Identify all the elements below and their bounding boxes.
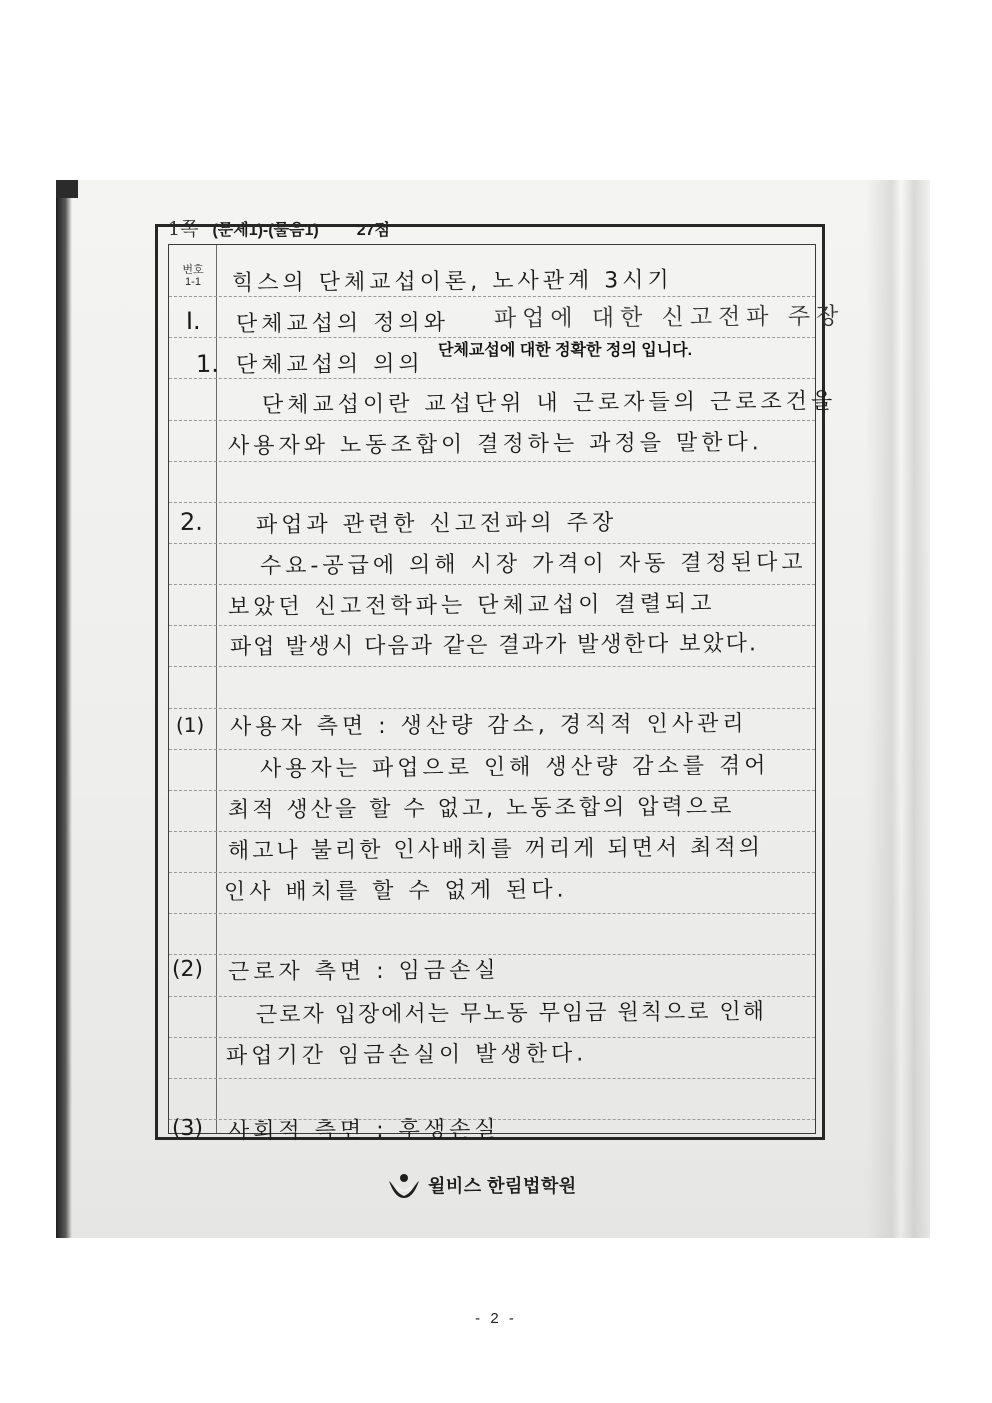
- section-marker: I.: [185, 306, 201, 335]
- item-marker: (2): [171, 956, 204, 982]
- section-heading-continued: 파업에 대한 신고전파 주장: [493, 303, 845, 333]
- answer-line: 해고나 불리한 인사배치를 꺼리게 되면서 최적의: [227, 835, 763, 864]
- answer-line: 최적 생산을 할 수 없고, 노동조합의 압력으로: [227, 794, 735, 823]
- subsection-heading: 단체교섭의 의의: [235, 351, 424, 379]
- section-heading: 단체교섭의 정의와: [235, 310, 450, 338]
- photo-edge-shadow: [56, 180, 72, 1238]
- academy-logo: [386, 1170, 577, 1200]
- answer-line: 사용자와 노동조합이 결정하는 과정을 말한다.: [227, 430, 763, 460]
- answer-line: 파업 발생시 다음과 같은 결과가 발생한다 보았다.: [229, 631, 758, 660]
- ruled-line: [169, 1078, 815, 1079]
- paper-stack-edge: [866, 180, 930, 1238]
- ruled-line: [169, 913, 815, 914]
- subsection-marker: 1.: [195, 349, 219, 378]
- academy-name: 윌비스 한림법학원: [428, 1176, 577, 1196]
- ruled-line: [169, 461, 815, 462]
- answer-title: 힉스의 단체교섭이론, 노사관계 3시기: [231, 267, 673, 297]
- question-score: 27점: [356, 222, 390, 239]
- ruled-line: [169, 420, 815, 421]
- answer-line: 수요-공급에 의해 시장 가격이 자동 결정된다고: [259, 550, 807, 579]
- ruled-line: [169, 584, 815, 585]
- ruled-line: [169, 666, 815, 667]
- answer-line: 사용자는 파업으로 인해 생산량 감소를 겪어: [259, 753, 770, 782]
- item-heading: 근로자 측면 : 임금손실: [227, 958, 500, 985]
- answer-line: 인사 배치를 할 수 없게 된다.: [223, 877, 568, 905]
- answer-line: 근로자 입장에서는 무노동 무임금 원칙으로 인해: [255, 999, 766, 1028]
- sheet-page-number: 1쪽: [168, 218, 199, 240]
- answer-line: 파업기간 임금손실이 발생한다.: [225, 1041, 588, 1069]
- item-marker: (3): [171, 1115, 204, 1141]
- number-label: 번호: [182, 264, 204, 276]
- subsection-heading: 파업과 관련한 신고전파의 주장: [255, 510, 618, 538]
- item-marker: (1): [175, 712, 205, 737]
- subsection-marker: 2.: [179, 507, 203, 536]
- ruled-line: [169, 543, 815, 544]
- answer-line: 단체교섭이란 교섭단위 내 근로자들의 근로조건을: [261, 388, 837, 419]
- number-column-label: [172, 264, 214, 288]
- answer-line: 보았던 신고전학파는 단체교섭이 결렬되고: [227, 591, 716, 620]
- ruled-line: [169, 502, 815, 503]
- item-heading: 사용자 측면 : 생산량 감소, 경직적 인사관리: [229, 711, 748, 740]
- photo-corner: [56, 180, 78, 198]
- page-footer-number: - 2 -: [475, 1310, 517, 1327]
- number-value: 1-1: [185, 276, 201, 288]
- wilbis-logo-icon: [386, 1171, 422, 1199]
- grader-comment: 단체교섭에 대한 정확한 정의 입니다.: [438, 342, 693, 359]
- question-id: (문제1)-(물음1): [212, 222, 319, 239]
- item-heading: 사회적 측면 : 후생손실: [227, 1117, 500, 1144]
